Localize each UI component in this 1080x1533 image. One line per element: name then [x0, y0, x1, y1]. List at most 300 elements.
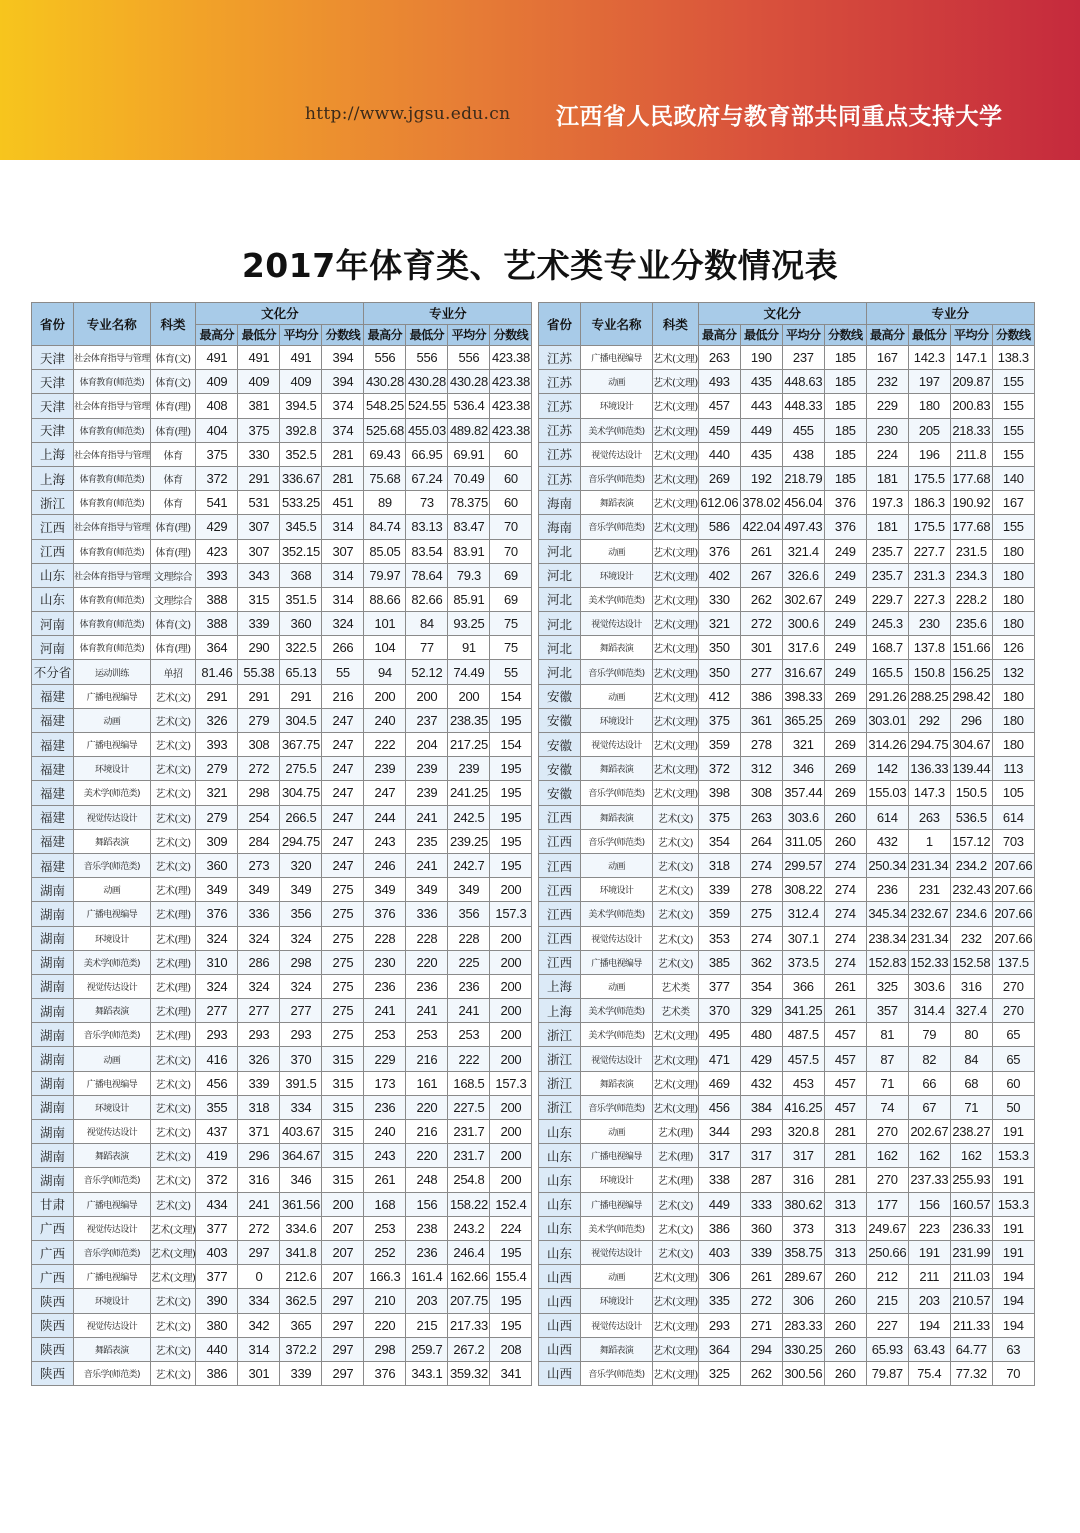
cell-culture-line: 207: [322, 1240, 364, 1264]
cell-pro-avg: 200.83: [950, 394, 992, 418]
cell-major: 音乐学(师范类): [581, 1361, 653, 1385]
cell-culture-min: 284: [238, 829, 280, 853]
cell-pro-line: 137.5: [992, 950, 1034, 974]
cell-culture-max: 269: [698, 466, 740, 490]
table-row: [539, 346, 1035, 370]
cell-culture-line: 216: [322, 684, 364, 708]
cell-culture-line: 275: [322, 878, 364, 902]
cell-pro-min: 202.67: [908, 1120, 950, 1144]
cell-major: 动画: [74, 1047, 151, 1071]
cell-pro-line: 152.4: [490, 1192, 532, 1216]
cell-culture-avg: 352.5: [280, 442, 322, 466]
cell-pro-max: 229: [866, 394, 908, 418]
cell-culture-max: 457: [698, 394, 740, 418]
cell-culture-avg: 291: [280, 684, 322, 708]
cell-pro-line: 200: [490, 1047, 532, 1071]
cell-major: 美术学(师范类): [581, 587, 653, 611]
cell-culture-max: 380: [196, 1313, 238, 1337]
cell-category: 艺术(理): [150, 878, 196, 902]
cell-pro-min: 63.43: [908, 1337, 950, 1361]
cell-culture-max: 469: [698, 1071, 740, 1095]
cell-pro-min: 294.75: [908, 733, 950, 757]
cell-province: 福建: [32, 781, 74, 805]
cell-culture-avg: 283.33: [782, 1313, 824, 1337]
cell-pro-line: 157.3: [490, 902, 532, 926]
table-row: [539, 902, 1035, 926]
cell-culture-line: 297: [322, 1337, 364, 1361]
table-row: [539, 1313, 1035, 1337]
cell-province: 山西: [539, 1313, 581, 1337]
cell-culture-avg: 316.67: [782, 660, 824, 684]
table-row: [32, 612, 532, 636]
table-row: [539, 1144, 1035, 1168]
cell-major: 视觉传达设计: [581, 733, 653, 757]
cell-category: 艺术(文): [150, 757, 196, 781]
cell-pro-min: 336: [406, 902, 448, 926]
cell-culture-avg: 365: [280, 1313, 322, 1337]
cell-pro-max: 165.5: [866, 660, 908, 684]
cell-province: 山东: [539, 1120, 581, 1144]
cell-pro-avg: 236.33: [950, 1216, 992, 1240]
cell-culture-max: 306: [698, 1265, 740, 1289]
cell-pro-avg: 79.3: [448, 563, 490, 587]
cell-pro-max: 247: [364, 781, 406, 805]
cell-province: 湖南: [32, 1023, 74, 1047]
cell-major: 音乐学(师范类): [581, 515, 653, 539]
cell-category: 艺术(理): [150, 974, 196, 998]
cell-culture-avg: 321: [782, 733, 824, 757]
cell-pro-min: 83.54: [406, 539, 448, 563]
cell-major: 体育教育(师范类): [74, 491, 151, 515]
cell-pro-line: 155: [992, 442, 1034, 466]
cell-pro-avg: 430.28: [448, 370, 490, 394]
cell-pro-min: 227.3: [908, 587, 950, 611]
cell-pro-min: 205: [908, 418, 950, 442]
cell-culture-avg: 372.2: [280, 1337, 322, 1361]
cell-pro-avg: 227.5: [448, 1095, 490, 1119]
cell-major: 环境设计: [581, 878, 653, 902]
cell-category: 艺术(文): [150, 1144, 196, 1168]
cell-pro-line: 157.3: [490, 1071, 532, 1095]
table-row: [32, 757, 532, 781]
cell-pro-min: 1: [908, 829, 950, 853]
cell-culture-min: 435: [740, 370, 782, 394]
table-row: [539, 612, 1035, 636]
cell-pro-max: 252: [364, 1240, 406, 1264]
cell-pro-line: 155: [992, 515, 1034, 539]
cell-pro-max: 168: [364, 1192, 406, 1216]
cell-pro-max: 181: [866, 466, 908, 490]
cell-culture-avg: 364.67: [280, 1144, 322, 1168]
cell-category: 艺术(文理): [653, 757, 699, 781]
cell-pro-max: 177: [866, 1192, 908, 1216]
cell-category: 艺术(文理): [653, 394, 699, 418]
cell-major: 视觉传达设计: [581, 442, 653, 466]
cell-pro-avg: 151.66: [950, 636, 992, 660]
cell-major: 环境设计: [74, 1095, 151, 1119]
cell-culture-max: 412: [698, 684, 740, 708]
cell-culture-line: 269: [824, 733, 866, 757]
cell-culture-min: 361: [740, 708, 782, 732]
cell-culture-min: 290: [238, 636, 280, 660]
cell-category: 艺术(文): [653, 878, 699, 902]
cell-pro-min: 84: [406, 612, 448, 636]
cell-culture-max: 263: [698, 346, 740, 370]
cell-category: 艺术(文): [150, 853, 196, 877]
cell-major: 舞蹈表演: [581, 491, 653, 515]
cell-major: 动画: [581, 974, 653, 998]
cell-culture-min: 55.38: [238, 660, 280, 684]
cell-category: 艺术(文): [150, 708, 196, 732]
cell-culture-max: 376: [698, 539, 740, 563]
cell-pro-min: 455.03: [406, 418, 448, 442]
cell-category: 艺术(理): [150, 950, 196, 974]
header-culture-max: 最高分: [698, 324, 740, 346]
cell-culture-avg: 416.25: [782, 1095, 824, 1119]
table-row: [539, 1289, 1035, 1313]
cell-pro-line: 614: [992, 805, 1034, 829]
cell-culture-avg: 362.5: [280, 1289, 322, 1313]
cell-province: 山西: [539, 1265, 581, 1289]
cell-culture-max: 440: [698, 442, 740, 466]
header-pro-max: 最高分: [866, 324, 908, 346]
cell-culture-max: 440: [196, 1337, 238, 1361]
cell-pro-max: 240: [364, 1120, 406, 1144]
table-row: [32, 1361, 532, 1385]
cell-major: 广播电视编导: [74, 1071, 151, 1095]
cell-category: 艺术(文): [150, 1120, 196, 1144]
cell-culture-avg: 237: [782, 346, 824, 370]
cell-pro-min: 349: [406, 878, 448, 902]
table-row: [539, 1023, 1035, 1047]
cell-culture-avg: 456.04: [782, 491, 824, 515]
cell-culture-line: 185: [824, 466, 866, 490]
cell-pro-min: 239: [406, 781, 448, 805]
cell-province: 福建: [32, 733, 74, 757]
cell-province: 江苏: [539, 442, 581, 466]
cell-pro-line: 200: [490, 999, 532, 1023]
cell-pro-avg: 242.5: [448, 805, 490, 829]
cell-culture-avg: 302.67: [782, 587, 824, 611]
cell-category: 文理综合: [150, 563, 196, 587]
table-row: [32, 902, 532, 926]
cell-pro-line: 200: [490, 1168, 532, 1192]
cell-pro-min: 241: [406, 853, 448, 877]
header-pro-line: 分数线: [992, 324, 1034, 346]
cell-culture-avg: 438: [782, 442, 824, 466]
cell-pro-max: 245.3: [866, 612, 908, 636]
cell-province: 天津: [32, 394, 74, 418]
cell-culture-min: 262: [740, 1361, 782, 1385]
cell-pro-line: 60: [490, 491, 532, 515]
header-culture-min: 最低分: [238, 324, 280, 346]
cell-province: 江苏: [539, 370, 581, 394]
table-row: [539, 733, 1035, 757]
cell-pro-avg: 228: [448, 926, 490, 950]
cell-pro-avg: 231.7: [448, 1120, 490, 1144]
cell-culture-min: 435: [740, 442, 782, 466]
cell-pro-line: 195: [490, 708, 532, 732]
cell-category: 艺术类: [653, 974, 699, 998]
table-row: [539, 418, 1035, 442]
cell-category: 体育(理): [150, 394, 196, 418]
cell-culture-avg: 306: [782, 1289, 824, 1313]
cell-pro-avg: 139.44: [950, 757, 992, 781]
cell-culture-line: 274: [824, 902, 866, 926]
cell-culture-max: 372: [196, 466, 238, 490]
cell-culture-max: 403: [196, 1240, 238, 1264]
cell-culture-avg: 317.6: [782, 636, 824, 660]
cell-pro-min: 137.8: [908, 636, 950, 660]
cell-province: 江苏: [539, 346, 581, 370]
cell-culture-line: 314: [322, 515, 364, 539]
cell-culture-min: 386: [740, 684, 782, 708]
cell-pro-min: 236: [406, 1240, 448, 1264]
cell-pro-max: 236: [364, 974, 406, 998]
cell-pro-avg: 556: [448, 346, 490, 370]
header-pro-avg: 平均分: [448, 324, 490, 346]
cell-major: 音乐学(师范类): [581, 660, 653, 684]
cell-major: 广播电视编导: [581, 346, 653, 370]
cell-major: 音乐学(师范类): [74, 1240, 151, 1264]
table-row: [539, 1265, 1035, 1289]
cell-major: 美术学(师范类): [581, 1023, 653, 1047]
cell-culture-min: 278: [740, 733, 782, 757]
cell-category: 艺术(理): [653, 1120, 699, 1144]
cell-pro-avg: 489.82: [448, 418, 490, 442]
cell-pro-min: 162: [908, 1144, 950, 1168]
cell-culture-max: 386: [196, 1361, 238, 1385]
cell-culture-min: 274: [740, 926, 782, 950]
cell-pro-min: 67: [908, 1095, 950, 1119]
cell-pro-min: 156: [406, 1192, 448, 1216]
cell-culture-line: 297: [322, 1313, 364, 1337]
cell-major: 社会体育指导与管理: [74, 394, 151, 418]
cell-pro-line: 153.3: [992, 1144, 1034, 1168]
cell-culture-line: 260: [824, 1361, 866, 1385]
cell-pro-max: 167: [866, 346, 908, 370]
cell-major: 舞蹈表演: [74, 999, 151, 1023]
cell-pro-min: 161.4: [406, 1265, 448, 1289]
cell-culture-max: 386: [698, 1216, 740, 1240]
cell-pro-avg: 267.2: [448, 1337, 490, 1361]
cell-province: 湖南: [32, 1144, 74, 1168]
cell-culture-avg: 352.15: [280, 539, 322, 563]
cell-category: 艺术(文理): [653, 1095, 699, 1119]
cell-major: 美术学(师范类): [581, 418, 653, 442]
cell-culture-min: 307: [238, 539, 280, 563]
cell-culture-min: 241: [238, 1192, 280, 1216]
cell-province: 江苏: [539, 418, 581, 442]
cell-pro-max: 227: [866, 1313, 908, 1337]
cell-major: 广播电视编导: [581, 950, 653, 974]
cell-pro-min: 196: [908, 442, 950, 466]
cell-culture-min: 272: [740, 1289, 782, 1313]
cell-culture-avg: 361.56: [280, 1192, 322, 1216]
cell-culture-max: 612.06: [698, 491, 740, 515]
cell-province: 上海: [32, 442, 74, 466]
cell-culture-avg: 336.67: [280, 466, 322, 490]
cell-culture-min: 409: [238, 370, 280, 394]
cell-category: 艺术类: [653, 999, 699, 1023]
table-row: [32, 1265, 532, 1289]
cell-pro-line: 155: [992, 370, 1034, 394]
cell-category: 艺术(文理): [653, 636, 699, 660]
table-row: [32, 1047, 532, 1071]
cell-pro-min: 239: [406, 757, 448, 781]
header-professional-score: 专业分: [866, 303, 1034, 325]
cell-pro-min: 231.34: [908, 853, 950, 877]
header-pro-line: 分数线: [490, 324, 532, 346]
cell-pro-max: 357: [866, 999, 908, 1023]
cell-pro-avg: 68: [950, 1071, 992, 1095]
table-row: [32, 515, 532, 539]
cell-province: 福建: [32, 757, 74, 781]
cell-province: 河北: [539, 612, 581, 636]
cell-culture-line: 314: [322, 587, 364, 611]
cell-province: 山东: [32, 587, 74, 611]
cell-culture-avg: 391.5: [280, 1071, 322, 1095]
cell-culture-min: 293: [740, 1120, 782, 1144]
cell-culture-max: 456: [196, 1071, 238, 1095]
website-url[interactable]: http://www.jgsu.edu.cn: [305, 104, 511, 124]
table-row: [32, 1313, 532, 1337]
cell-culture-line: 247: [322, 757, 364, 781]
cell-culture-min: 294: [740, 1337, 782, 1361]
cell-pro-avg: 238.27: [950, 1120, 992, 1144]
cell-culture-line: 269: [824, 684, 866, 708]
cell-culture-min: 384: [740, 1095, 782, 1119]
cell-major: 舞蹈表演: [581, 636, 653, 660]
cell-major: 动画: [581, 370, 653, 394]
header-major: 专业名称: [74, 303, 151, 346]
cell-pro-max: 270: [866, 1120, 908, 1144]
cell-culture-min: 308: [740, 781, 782, 805]
cell-culture-max: 324: [196, 926, 238, 950]
cell-culture-avg: 304.5: [280, 708, 322, 732]
cell-pro-line: 195: [490, 1289, 532, 1313]
cell-category: 艺术(文): [653, 1216, 699, 1240]
cell-culture-min: 324: [238, 926, 280, 950]
cell-pro-max: 314.26: [866, 733, 908, 757]
cell-category: 艺术(文): [150, 1192, 196, 1216]
cell-culture-line: 185: [824, 442, 866, 466]
cell-major: 环境设计: [581, 708, 653, 732]
table-row: [539, 515, 1035, 539]
cell-category: 艺术(文理): [653, 733, 699, 757]
cell-pro-avg: 200: [448, 684, 490, 708]
cell-category: 艺术(文理): [653, 1047, 699, 1071]
cell-culture-avg: 358.75: [782, 1240, 824, 1264]
cell-pro-min: 230: [908, 612, 950, 636]
cell-culture-max: 81.46: [196, 660, 238, 684]
cell-pro-min: 175.5: [908, 466, 950, 490]
cell-culture-avg: 345.5: [280, 515, 322, 539]
cell-category: 艺术(文): [150, 1361, 196, 1385]
cell-pro-min: 232.67: [908, 902, 950, 926]
cell-culture-line: 281: [322, 466, 364, 490]
table-row: [32, 491, 532, 515]
cell-culture-line: 261: [824, 999, 866, 1023]
cell-pro-avg: 253: [448, 1023, 490, 1047]
table-row: [539, 587, 1035, 611]
cell-pro-min: 263: [908, 805, 950, 829]
table-row: [539, 805, 1035, 829]
cell-culture-max: 321: [196, 781, 238, 805]
cell-culture-min: 277: [238, 999, 280, 1023]
cell-culture-line: 269: [824, 781, 866, 805]
cell-culture-avg: 360: [280, 612, 322, 636]
cell-pro-min: 237: [406, 708, 448, 732]
cell-pro-max: 239: [364, 757, 406, 781]
cell-culture-line: 324: [322, 612, 364, 636]
cell-province: 浙江: [539, 1095, 581, 1119]
cell-culture-avg: 289.67: [782, 1265, 824, 1289]
cell-pro-max: 79.97: [364, 563, 406, 587]
cell-pro-min: 303.6: [908, 974, 950, 998]
cell-major: 广播电视编导: [581, 1192, 653, 1216]
cell-pro-line: 113: [992, 757, 1034, 781]
cell-pro-max: 376: [364, 1361, 406, 1385]
cell-major: 社会体育指导与管理: [74, 515, 151, 539]
cell-province: 江西: [539, 805, 581, 829]
cell-pro-max: 325: [866, 974, 908, 998]
cell-province: 福建: [32, 829, 74, 853]
cell-pro-avg: 217.25: [448, 733, 490, 757]
cell-pro-line: 155: [992, 394, 1034, 418]
cell-culture-avg: 341.8: [280, 1240, 322, 1264]
cell-culture-max: 398: [698, 781, 740, 805]
cell-culture-avg: 320.8: [782, 1120, 824, 1144]
header-culture-line: 分数线: [824, 324, 866, 346]
cell-category: 艺术(文理): [150, 1240, 196, 1264]
cell-pro-avg: 349: [448, 878, 490, 902]
cell-province: 河北: [539, 636, 581, 660]
cell-culture-line: 315: [322, 1168, 364, 1192]
table-row: [32, 587, 532, 611]
cell-pro-min: 52.12: [406, 660, 448, 684]
cell-pro-max: 243: [364, 829, 406, 853]
cell-pro-avg: 231.7: [448, 1144, 490, 1168]
cell-province: 河北: [539, 563, 581, 587]
cell-culture-min: 263: [740, 805, 782, 829]
cell-pro-min: 236: [406, 974, 448, 998]
cell-major: 环境设计: [74, 1289, 151, 1313]
cell-culture-line: 281: [824, 1144, 866, 1168]
cell-pro-avg: 232.43: [950, 878, 992, 902]
table-row: [32, 950, 532, 974]
cell-culture-line: 249: [824, 636, 866, 660]
cell-pro-max: 244: [364, 805, 406, 829]
table-row: [32, 1168, 532, 1192]
cell-province: 湖南: [32, 878, 74, 902]
cell-pro-line: 207.66: [992, 902, 1034, 926]
header-pro-min: 最低分: [406, 324, 448, 346]
cell-pro-avg: 162.66: [448, 1265, 490, 1289]
cell-culture-max: 354: [698, 829, 740, 853]
cell-category: 艺术(文理): [653, 442, 699, 466]
table-row: [539, 781, 1035, 805]
cell-province: 山西: [539, 1337, 581, 1361]
cell-province: 江西: [539, 902, 581, 926]
cell-culture-min: 274: [740, 853, 782, 877]
cell-province: 甘肃: [32, 1192, 74, 1216]
cell-culture-line: 315: [322, 1144, 364, 1168]
table-row: [539, 878, 1035, 902]
cell-culture-min: 318: [238, 1095, 280, 1119]
cell-culture-line: 275: [322, 902, 364, 926]
cell-category: 艺术(文): [150, 1095, 196, 1119]
